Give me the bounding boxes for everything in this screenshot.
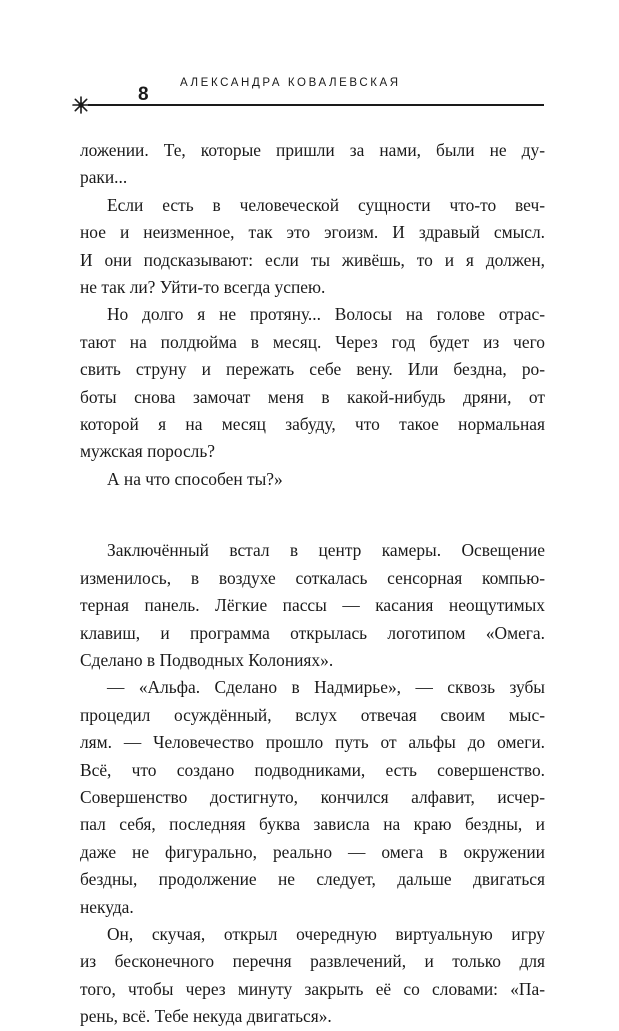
text-line: бездны, продолжение не следует, дальше двигаться xyxy=(80,869,545,890)
text-line: изменилось, в воздухе соткалась сенсорная компью- xyxy=(80,567,545,588)
running-head-author: АЛЕКСАНДРА КОВАЛЕВСКАЯ xyxy=(180,77,401,89)
text-line: Всё, что создано подводниками, есть совершенство. xyxy=(80,759,545,780)
text-line: свить струну и пережать себе вену. Или бездна, ро- xyxy=(80,359,545,380)
page-header xyxy=(0,0,619,130)
paragraph xyxy=(80,192,545,302)
text-line: рень, всё. Тебе некуда двигаться». xyxy=(80,1006,332,1027)
text-line: мужская поросль? xyxy=(80,441,216,462)
paragraph xyxy=(80,137,545,192)
text-line: Но долго я не протяну... Волосы на голове отрас- xyxy=(107,304,545,325)
paragraph xyxy=(80,674,545,921)
text-line: того, чтобы через минуту закрыть её со словами: «Па- xyxy=(80,978,545,999)
text-line: Сделано в Подводных Колониях». xyxy=(80,649,334,670)
paragraph xyxy=(80,921,545,1031)
text-line: — «Альфа. Сделано в Надмирье», — сквозь зубы xyxy=(107,677,545,698)
text-line: Если есть в человеческой сущности что-то веч- xyxy=(107,194,545,215)
text-line: процедил осуждённый, вслух отвечая своим мыс- xyxy=(80,704,545,725)
text-line: тают на полдюйма в месяц. Через год будет из чего xyxy=(80,331,545,352)
text-line: терная панель. Лёгкие пассы — касания неощутимых xyxy=(80,595,545,616)
text-line: Он, скучая, открыл очередную виртуальную игру xyxy=(107,923,545,944)
text-line: лям. — Человечество прошло путь от альфы до омеги. xyxy=(80,732,545,753)
text-line: боты снова замочат меня в какой-нибудь дряни, от xyxy=(80,386,545,407)
text-line: некуда. xyxy=(80,896,134,917)
text-line: ложении. Те, которые пришли за нами, были не ду- xyxy=(80,140,545,160)
header-rule xyxy=(88,104,544,106)
text-line: клавиш, и программа открылась логотипом «Омега. xyxy=(80,622,545,643)
text-line: пал себя, последняя буква зависла на краю бездны, и xyxy=(80,814,545,835)
text-line: А на что способен ты?» xyxy=(107,468,283,489)
text-line: которой я на месяц забуду, что такое нормальная xyxy=(80,414,545,435)
section-break xyxy=(80,493,545,537)
text-line: Совершенство достигнуто, кончился алфавит, исчер- xyxy=(80,786,545,807)
text-line: не так ли? Уйти-то всегда успею. xyxy=(80,277,326,298)
text-line: из бесконечного перечня развлечений, и только для xyxy=(80,951,545,972)
text-line: И они подсказывают: если ты живёшь, то и я должен, xyxy=(80,249,545,270)
text-line: даже не фигурально, реально — омега в окружении xyxy=(80,841,545,862)
text-line: Заключённый встал в центр камеры. Освещение xyxy=(107,540,545,561)
paragraph xyxy=(80,537,545,674)
body-text xyxy=(80,137,545,1031)
text-line: раки... xyxy=(80,167,128,188)
paragraph xyxy=(80,301,545,465)
paragraph xyxy=(80,466,545,493)
page-number: 8 xyxy=(138,84,149,105)
text-line: ное и неизменное, так это эгоизм. И здравый смысл. xyxy=(80,222,545,243)
